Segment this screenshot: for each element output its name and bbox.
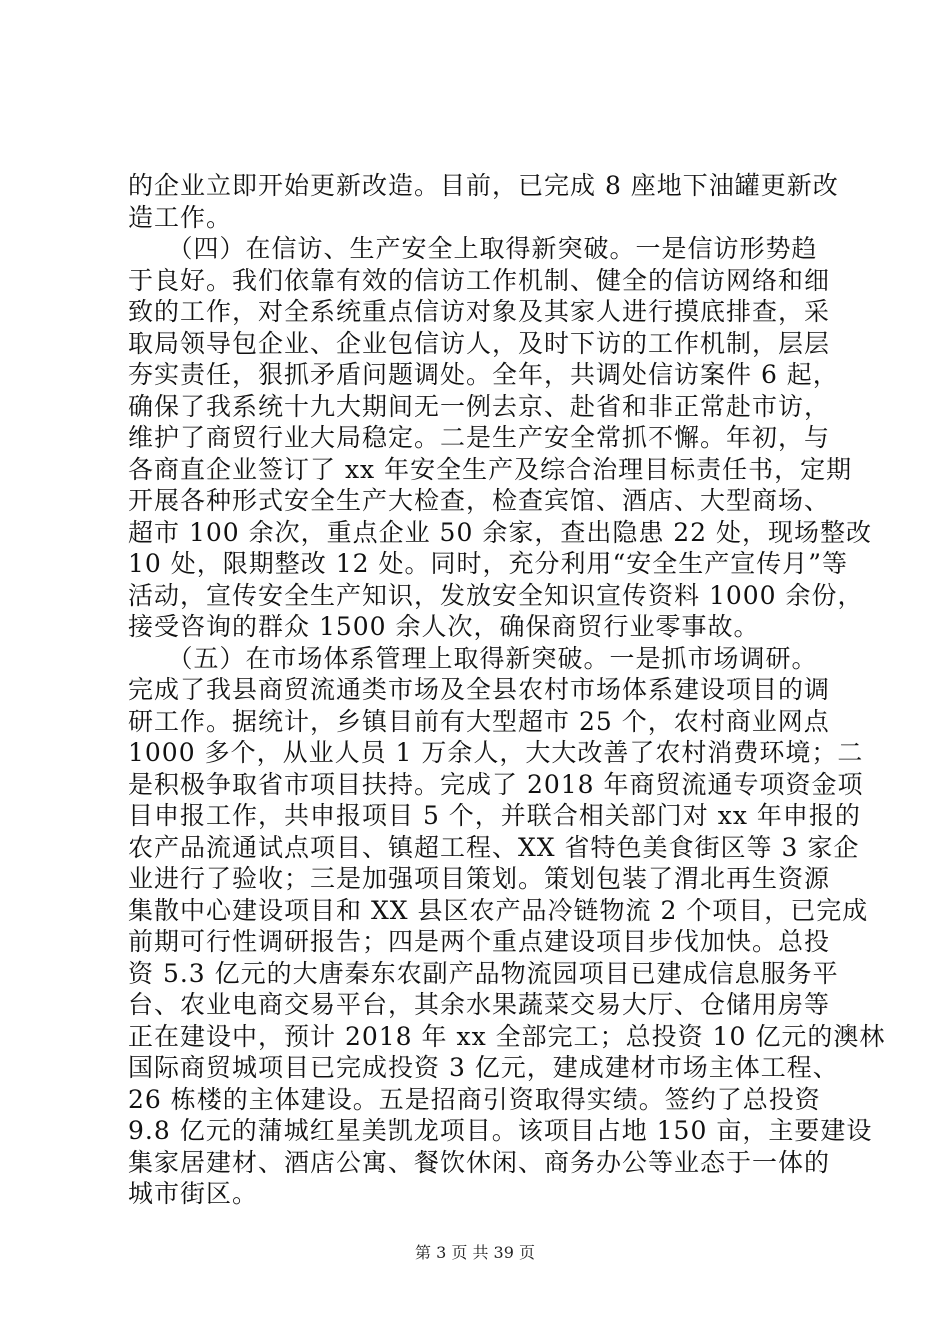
text-line: 国际商贸城项目已完成投资 3 亿元，建成建材市场主体工程、 xyxy=(128,1053,839,1082)
text-line: 目申报工作，共申报项目 5 个，并联合相关部门对 xx 年申报的 xyxy=(128,801,861,830)
text-line: 城市街区。 xyxy=(128,1179,259,1208)
text-line: 农产品流通试点项目、镇超工程、XX 省特色美食街区等 3 家企 xyxy=(128,832,860,862)
text-line: （四）在信访、生产安全上取得新突破。一是信访形势趋 xyxy=(128,234,818,263)
text-line: 完成了我县商贸流通类市场及全县农村市场体系建设项目的调 xyxy=(128,675,831,704)
text-line: 致的工作，对全系统重点信访对象及其家人进行摸底排查，采 xyxy=(128,297,831,326)
text-line: 是积极争取省市项目扶持。完成了 2018 年商贸流通专项资金项 xyxy=(128,769,864,799)
text-line: 活动，宣传安全生产知识，发放安全知识宣传资料 1000 余份， xyxy=(128,580,864,610)
text-line: 超市 100 余次，重点企业 50 余家，查出隐患 22 处，现场整改 xyxy=(128,517,873,547)
text-line: 资 5.3 亿元的大唐秦东农副产品物流园项目已建成信息服务平 xyxy=(128,958,839,988)
text-line: 9.8 亿元的蒲城红星美凯龙项目。该项目占地 150 亩，主要建设 xyxy=(128,1116,873,1145)
text-line: 造工作。 xyxy=(128,202,233,232)
text-line: 维护了商贸行业大局稳定。二是生产安全常抓不懈。年初，与 xyxy=(128,423,831,452)
text-line: 接受咨询的群众 1500 余人次，确保商贸行业零事故。 xyxy=(128,612,760,641)
text-line: 集家居建材、酒店公寓、餐饮休闲、商务办公等业态于一体的 xyxy=(128,1147,831,1177)
text-line: （五）在市场体系管理上取得新突破。一是抓市场调研。 xyxy=(128,643,818,673)
text-line: 夯实责任，狠抓矛盾问题调处。全年，共调处信访案件 6 起， xyxy=(128,360,839,389)
page-number-footer: 第 3 页 共 39 页 xyxy=(415,1243,535,1262)
text-line: 各商直企业签订了 xx 年安全生产及综合治理目标责任书，定期 xyxy=(128,454,853,484)
text-line: 台、农业电商交易平台，其余水果蔬菜交易大厅、仓储用房等 xyxy=(128,990,831,1019)
text-line: 26 栋楼的主体建设。五是招商引资取得实绩。签约了总投资 xyxy=(128,1084,821,1114)
text-line: 集散中心建设项目和 XX 县区农产品冷链物流 2 个项目，已完成 xyxy=(128,895,869,925)
text-line: 业进行了验收；三是加强项目策划。策划包装了渭北再生资源 xyxy=(128,864,831,893)
text-line: 1000 多个，从业人员 1 万余人，大大改善了农村消费环境；二 xyxy=(128,738,864,767)
text-line: 取局领导包企业、企业包信访人，及时下访的工作机制，层层 xyxy=(128,328,831,358)
text-line: 正在建设中，预计 2018 年 xx 全部完工；总投资 10 亿元的澳林 xyxy=(128,1021,886,1051)
text-line: 确保了我系统十九大期间无一例去京、赴省和非正常赴市访， xyxy=(128,391,831,421)
text-line: 前期可行性调研报告；四是两个重点建设项目步伐加快。总投 xyxy=(128,927,831,956)
text-line: 10 处，限期整改 12 处。同时，充分利用“安全生产宣传月”等 xyxy=(128,549,849,578)
text-line: 的企业立即开始更新改造。目前，已完成 8 座地下油罐更新改 xyxy=(128,171,839,200)
text-line: 开展各种形式安全生产大检查，检查宾馆、酒店、大型商场、 xyxy=(128,486,831,515)
document-body xyxy=(128,170,886,1210)
text-line: 研工作。据统计，乡镇目前有大型超市 25 个，农村商业网点 xyxy=(128,706,830,736)
text-line: 于良好。我们依靠有效的信访工作机制、健全的信访网络和细 xyxy=(128,265,831,295)
